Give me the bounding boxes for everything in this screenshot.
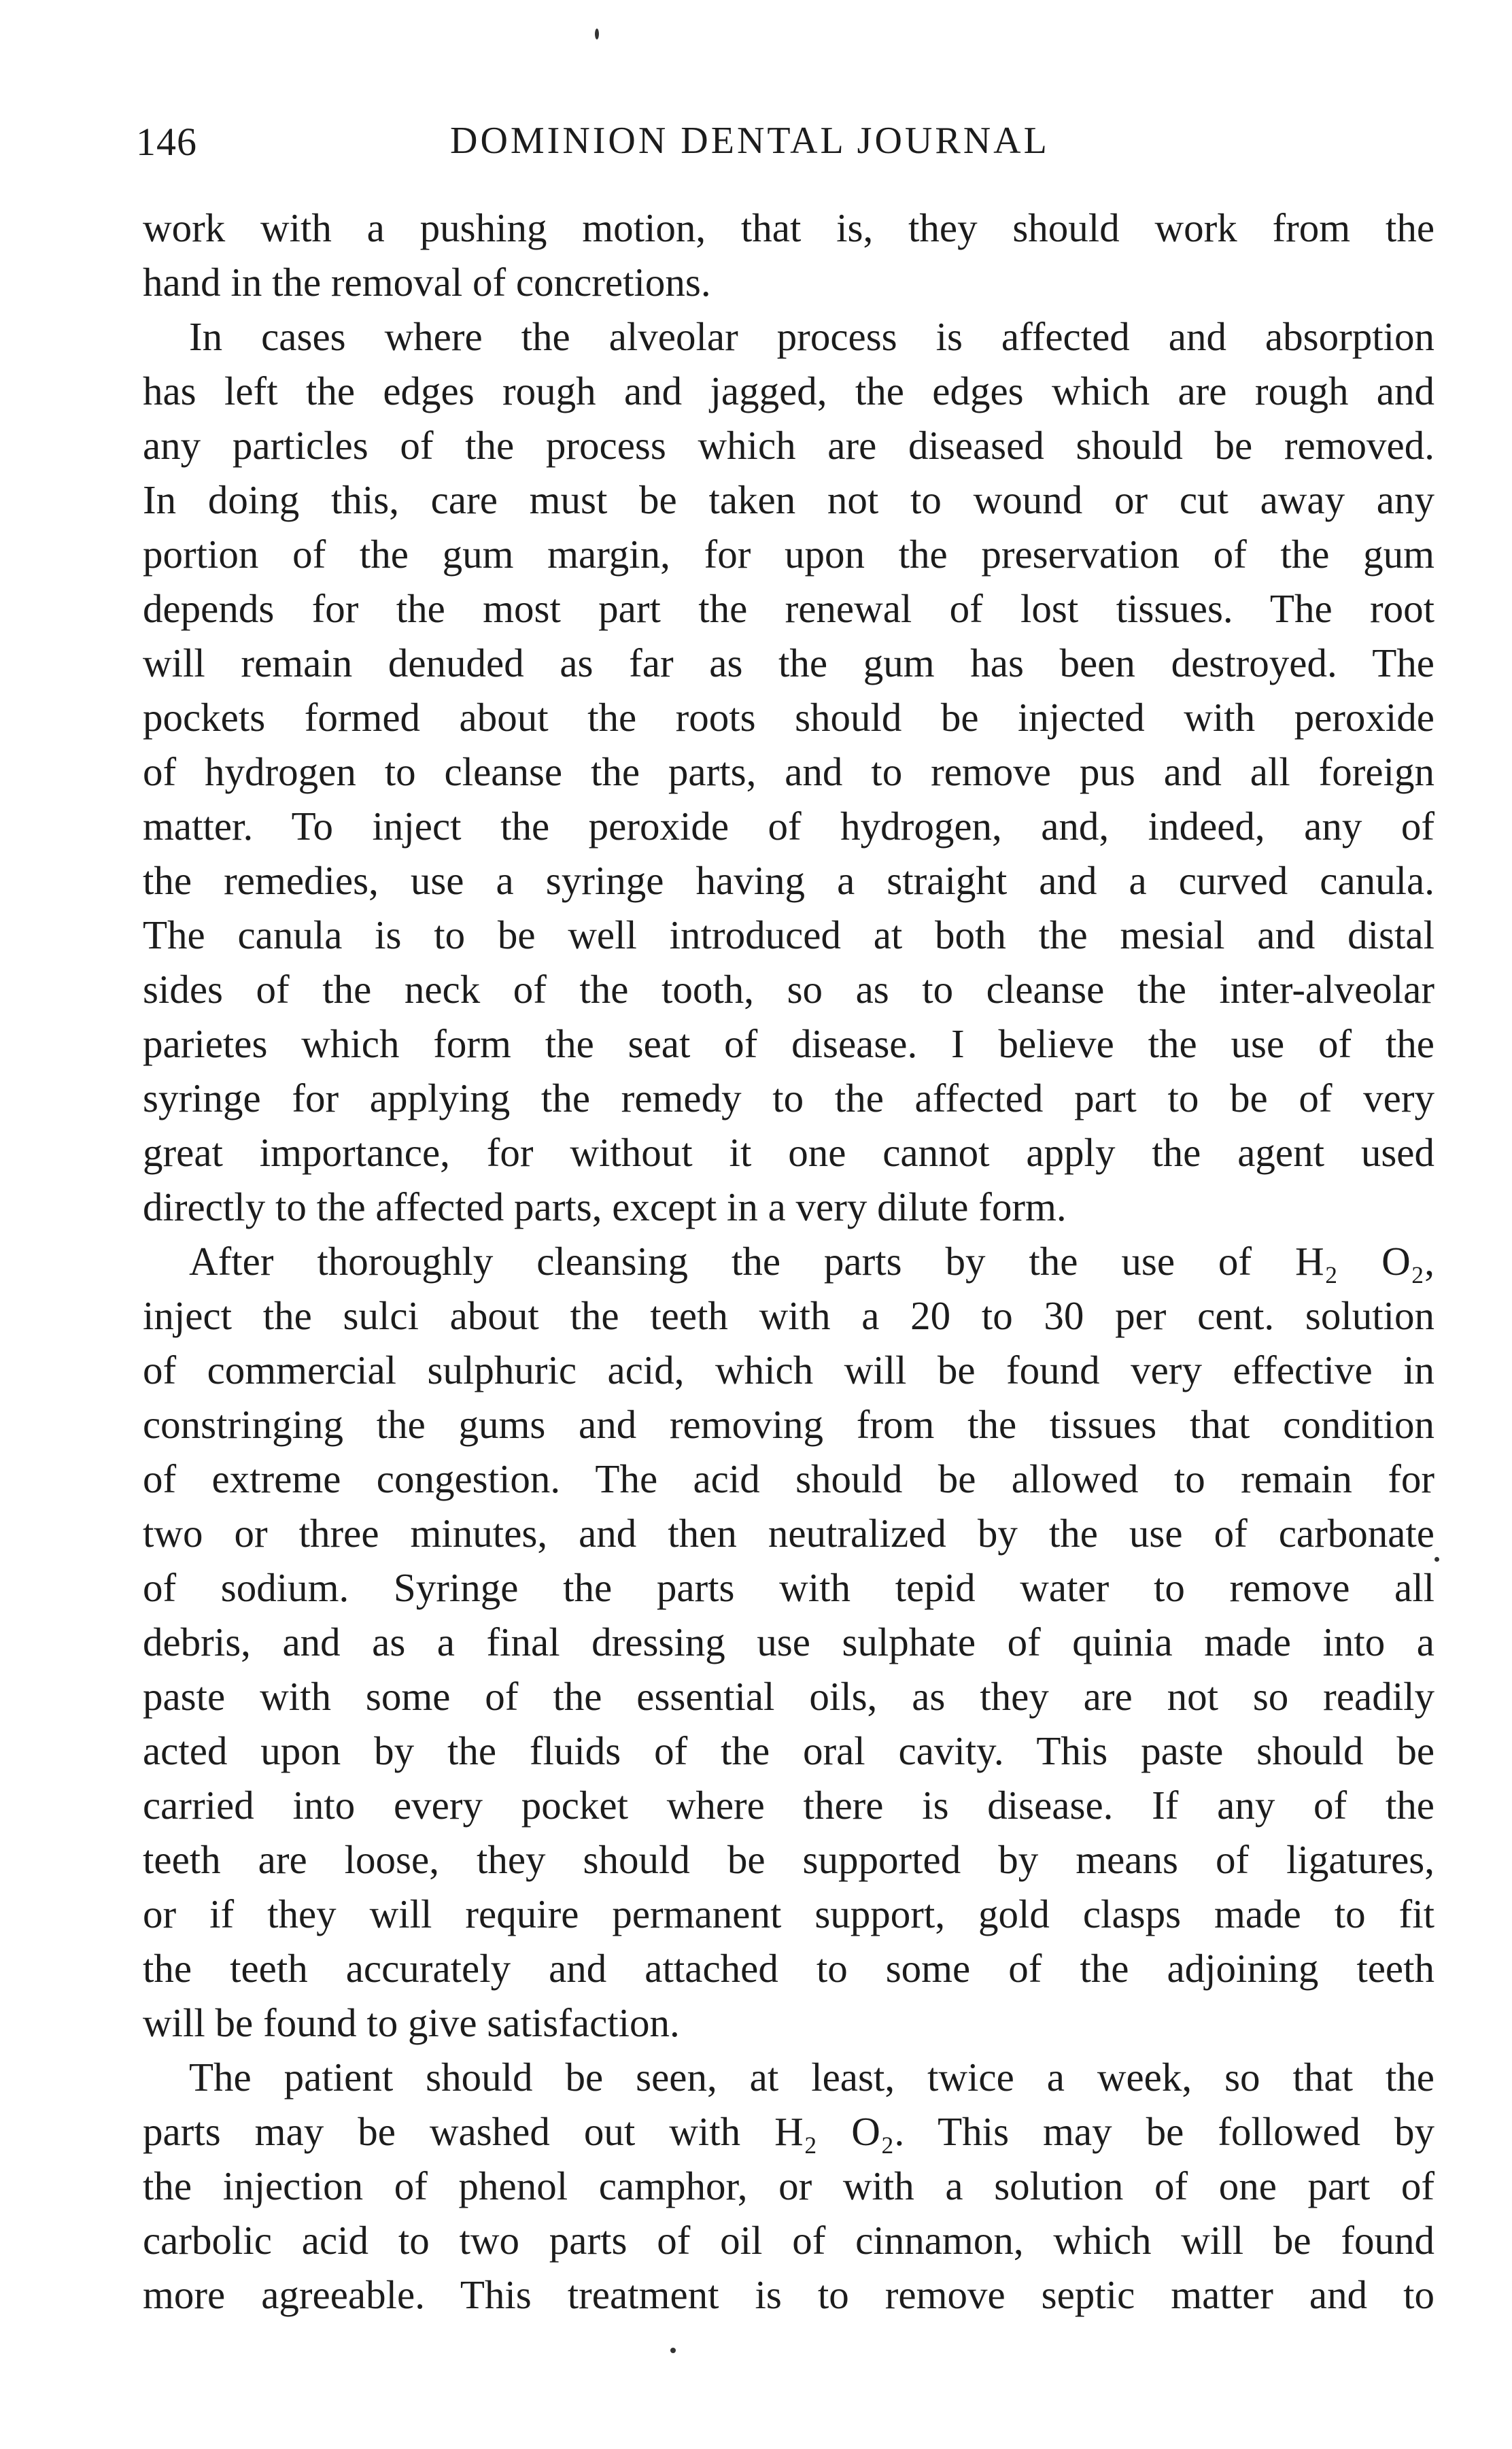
text-line: In cases where the alveolar process is affected and absorption: [189, 314, 1434, 359]
text-line: any particles of the process which are diseased should be removed.: [143, 423, 1434, 468]
text-line: In doing this, care must be taken not to wound or cut away any: [143, 477, 1434, 522]
text-line: pockets formed about the roots should be injected with peroxide: [143, 695, 1434, 740]
scan-speck: [595, 29, 599, 39]
text-line: matter. To inject the peroxide of hydrogen, and, indeed, any of: [143, 804, 1434, 849]
text-line: debris, and as a final dressing use sulphate of quinia made into a: [143, 1620, 1434, 1664]
paragraph: [143, 201, 1434, 309]
scan-speck: [670, 2348, 676, 2353]
text-line: portion of the gum margin, for upon the preservation of the gum: [143, 532, 1434, 577]
text-line: of extreme congestion. The acid should be allowed to remain for: [143, 1456, 1434, 1501]
text-line: teeth are loose, they should be supported by means of ligatures,: [143, 1837, 1434, 1882]
text-line: inject the sulci about the teeth with a 20 to 30 per cent. solution: [143, 1293, 1434, 1338]
text-line: or if they will require permanent support, gold clasps made to fit: [143, 1891, 1434, 1936]
text-line: The canula is to be well introduced at both the mesial and distal: [143, 912, 1434, 957]
text-line: has left the edges rough and jagged, the edges which are rough and: [143, 369, 1434, 413]
paragraph: [143, 1234, 1434, 2050]
text-line: paste with some of the essential oils, as they are not so readily: [143, 1674, 1434, 1719]
text-line: great importance, for without it one cannot apply the agent used: [143, 1130, 1434, 1175]
text-line: carried into every pocket where there is disease. If any of the: [143, 1783, 1434, 1828]
text-line: constringing the gums and removing from the tissues that condition: [143, 1402, 1434, 1447]
text-line: carbolic acid to two parts of oil of cinnamon, which will be found: [143, 2218, 1434, 2263]
text-line: of sodium. Syringe the parts with tepid water to remove all: [143, 1565, 1434, 1610]
text-line: will remain denuded as far as the gum has been destroyed. The: [143, 640, 1434, 685]
text-line: two or three minutes, and then neutralized by the use of carbonate: [143, 1511, 1434, 1556]
body-text: [143, 201, 1434, 2322]
text-line: sides of the neck of the tooth, so as to cleanse the inter-alveolar: [143, 967, 1434, 1012]
text-line: more agreeable. This treatment is to remove septic matter and to: [143, 2272, 1434, 2317]
text-line: the teeth accurately and attached to some of the adjoining teeth: [143, 1946, 1434, 1991]
text-line: will be found to give satisfaction.: [143, 2000, 680, 2045]
scan-speck: [1434, 1557, 1439, 1562]
text-line: depends for the most part the renewal of lost tissues. The root: [143, 586, 1434, 631]
text-line: of commercial sulphuric acid, which will be found very effective in: [143, 1348, 1434, 1392]
text-line: directly to the affected parts, except in a very dilute form.: [143, 1184, 1067, 1229]
text-line: work with a pushing motion, that is, they should work from the: [143, 205, 1434, 250]
page-header: [136, 119, 1428, 173]
text-line: the remedies, use a syringe having a straight and a curved canula.: [143, 858, 1434, 903]
paragraph: [143, 309, 1434, 1234]
text-line: syringe for applying the remedy to the affected part to be of very: [143, 1076, 1434, 1120]
page-number: 146: [136, 120, 197, 164]
paragraph: [143, 2050, 1434, 2322]
running-title: DOMINION DENTAL JOURNAL: [450, 120, 1050, 162]
text-line: acted upon by the fluids of the oral cavity. This paste should be: [143, 1728, 1434, 1773]
text-line: parietes which form the seat of disease. I believe the use of the: [143, 1021, 1434, 1066]
text-line: parts may be washed out with H₂ O₂. This may be followed by: [143, 2109, 1434, 2154]
text-line: After thoroughly cleansing the parts by the use of H₂ O₂,: [189, 1239, 1434, 1284]
text-line: of hydrogen to cleanse the parts, and to remove pus and all foreign: [143, 749, 1434, 794]
text-line: The patient should be seen, at least, twice a week, so that the: [189, 2055, 1434, 2100]
text-line: the injection of phenol camphor, or with a solution of one part of: [143, 2163, 1434, 2208]
text-line: hand in the removal of concretions.: [143, 260, 711, 305]
